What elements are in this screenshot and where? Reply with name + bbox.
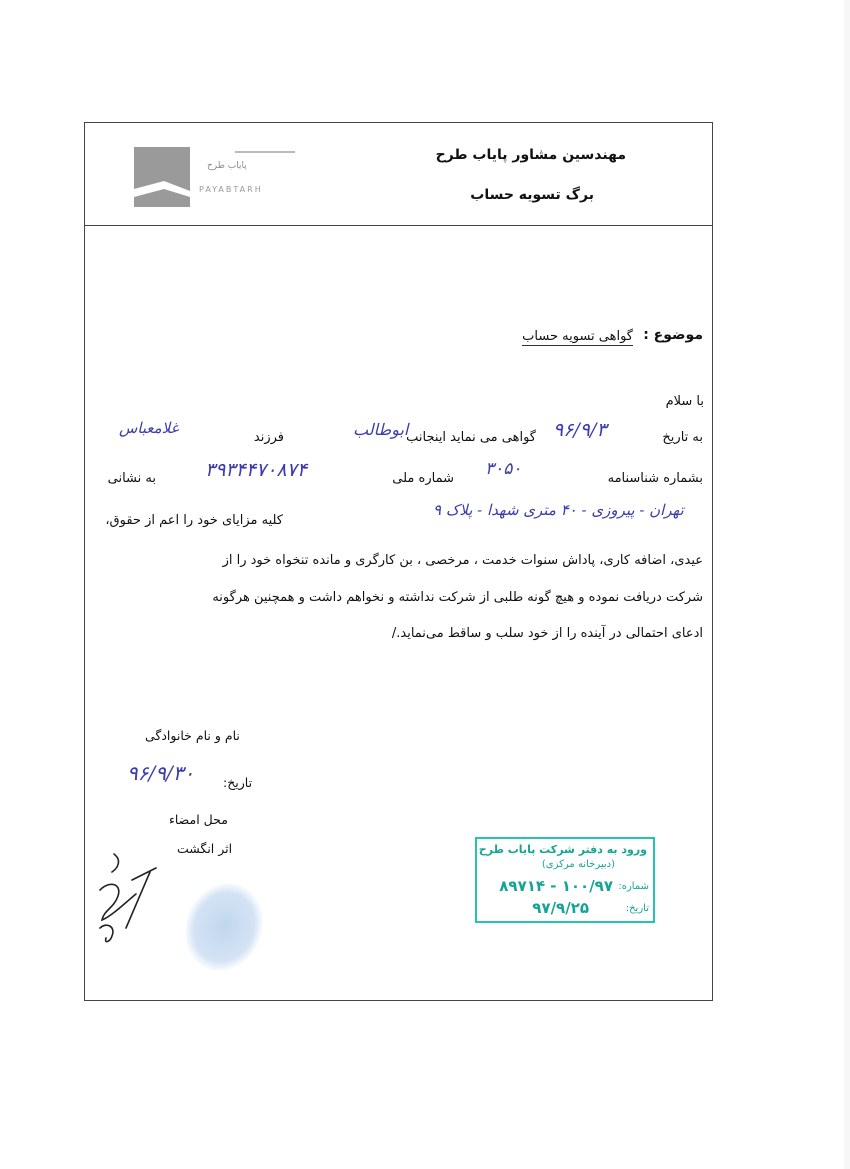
nid-handwritten: ۳۹۳۴۴۷۰۸۷۴: [205, 459, 308, 481]
greeting: با سلام: [665, 394, 704, 409]
stamp-number-label: شماره:: [618, 881, 649, 892]
nid-label: شماره ملی: [392, 471, 454, 486]
line6: ادعای احتمالی در آینده را از خود سلب و ساقط می‌نماید./: [391, 626, 703, 641]
address-handwritten: تهران - پیروزی - ۴۰ متری شهدا - پلاک ۹: [433, 501, 684, 519]
sign-label: محل امضاء: [169, 812, 228, 827]
scan-edge: [844, 0, 850, 1169]
document-frame: [84, 122, 713, 1001]
receipt-stamp: [475, 837, 655, 923]
logo-text-en: PAYABTARH: [199, 185, 263, 194]
line5: شرکت دریافت نموده و هیچ گونه طلبی از شرکت نداشته و نخواهم داشت و همچنین هرگونه: [212, 590, 703, 605]
letterhead: [85, 123, 712, 226]
father-handwritten: غلامعباس: [119, 419, 179, 437]
company-logo: [134, 147, 190, 207]
subject-value: گواهی تسویه حساب: [522, 329, 633, 344]
date-label: تاریخ:: [223, 775, 253, 790]
form-title: برگ تسویه حساب: [470, 187, 594, 203]
sign-date-handwritten: ۹۶/۹/۳۰: [127, 761, 195, 785]
logo-rule: [235, 151, 295, 153]
company-name: مهندسین مشاور پایاب طرح: [435, 147, 626, 163]
date-handwritten: ۹۶/۹/۳: [553, 419, 607, 441]
handwritten-signature: [92, 850, 172, 950]
fingerprint-label: اثر انگشت: [177, 841, 233, 856]
id-handwritten: ۳۰۵۰: [485, 459, 522, 479]
line4: عیدی، اضافه کاری، پاداش سنوات خدمت ، مرخصی ، بن کارگری و مانده تنخواه خود را از: [222, 553, 703, 568]
name-handwritten: ابوطالب: [353, 420, 409, 439]
stamp-line1: ورود به دفتر شرکت پایاب طرح: [478, 843, 647, 856]
line1-mid: گواهی می نماید اینجانب: [406, 430, 536, 445]
stamp-date-value: ۹۷/۹/۲۵: [532, 899, 589, 917]
stamp-date-label: تاریخ:: [625, 903, 649, 914]
line2-prefix: بشماره شناسنامه: [607, 471, 703, 486]
line1-prefix: به تاریخ: [662, 430, 703, 445]
logo-text-fa: پایاب طرح: [207, 161, 247, 171]
stamp-number-value: ۱۰۰/۹۷ - ۸۹۷۱۴: [499, 877, 613, 895]
name-label: نام و نام خانوادگی: [145, 728, 240, 743]
addr-label: به نشانی: [107, 471, 156, 486]
father-label: فرزند: [253, 430, 284, 445]
line3-text: کلیه مزایای خود را اعم از حقوق،: [105, 513, 283, 528]
stamp-line2: (دبیرخانه مرکزی): [541, 859, 615, 870]
subject-label: موضوع :: [643, 327, 703, 343]
